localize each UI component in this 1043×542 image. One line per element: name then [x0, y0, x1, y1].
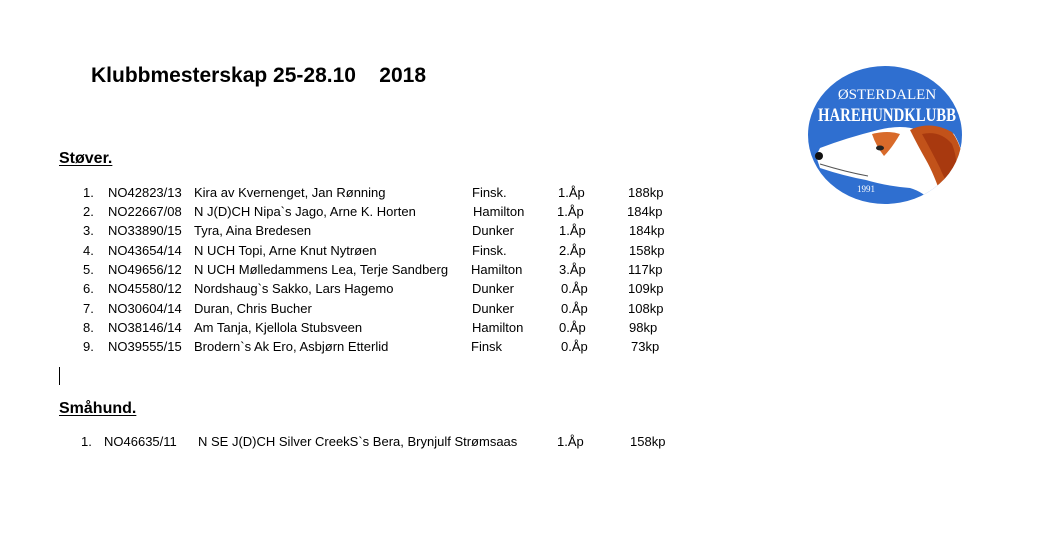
item-registration: NO38146/14 — [108, 320, 182, 335]
item-breed: Finsk — [471, 339, 503, 354]
item-breed: Finsk. — [472, 243, 507, 258]
item-dog-owner: Am Tanja, Kjellola Stubsveen — [194, 320, 363, 335]
item-award: 1.Åp — [557, 204, 584, 219]
item-award: 2.Åp — [559, 243, 586, 258]
text-cursor — [59, 367, 60, 385]
item-points: 184kp — [629, 223, 665, 238]
item-award: 1.Åp — [557, 434, 584, 449]
item-dog-owner: Brodern`s Ak Ero, Asbjørn Etterlid — [194, 339, 389, 354]
item-points: 184kp — [627, 204, 663, 219]
item-dog-owner: N UCH Topi, Arne Knut Nytrøen — [194, 243, 377, 258]
item-award: 0.Åp — [561, 281, 588, 296]
item-number: 6. — [83, 281, 94, 296]
club-logo — [806, 64, 966, 207]
item-dog-owner: N J(D)CH Nipa`s Jago, Arne K. Horten — [194, 204, 416, 219]
item-breed: Hamilton — [472, 320, 524, 335]
item-award: 3.Åp — [559, 262, 586, 277]
item-registration: NO39555/15 — [108, 339, 182, 354]
list-item — [0, 243, 760, 262]
item-number: 7. — [83, 301, 94, 316]
item-dog-owner: Duran, Chris Bucher — [194, 301, 312, 316]
item-number: 2. — [83, 204, 94, 219]
item-number: 5. — [83, 262, 94, 277]
item-dog-owner: Kira av Kvernenget, Jan Rønning — [194, 185, 386, 200]
item-breed: Dunker — [472, 223, 514, 238]
item-breed: Dunker — [472, 281, 514, 296]
item-breed: Hamilton — [471, 262, 523, 277]
item-registration: NO49656/12 — [108, 262, 182, 277]
item-breed: Hamilton — [473, 204, 525, 219]
item-number: 1. — [81, 434, 92, 449]
harehund-logo-image — [806, 64, 966, 207]
section-heading-smahund: Småhund. — [59, 400, 137, 417]
list-item — [0, 281, 760, 300]
item-award: 0.Åp — [559, 320, 586, 335]
list-item — [0, 301, 760, 320]
item-award: 0.Åp — [561, 301, 588, 316]
item-points: 158kp — [630, 434, 666, 449]
list-item — [0, 185, 760, 204]
item-points: 109kp — [628, 281, 664, 296]
item-award: 1.Åp — [558, 185, 585, 200]
item-number: 4. — [83, 243, 94, 258]
list-item — [0, 223, 760, 242]
item-number: 3. — [83, 223, 94, 238]
item-registration: NO30604/14 — [108, 301, 182, 316]
item-dog-owner: N SE J(D)CH Silver CreekS`s Bera, Brynjulf Strømsaas — [198, 434, 518, 449]
list-item — [0, 320, 760, 339]
list-item — [0, 434, 760, 453]
item-number: 9. — [83, 339, 94, 354]
item-registration: NO33890/15 — [108, 223, 182, 238]
list-item — [0, 204, 760, 223]
logo-year-text: 1991 — [857, 184, 875, 194]
item-points: 158kp — [629, 243, 665, 258]
item-award: 0.Åp — [561, 339, 588, 354]
item-registration: NO42823/13 — [108, 185, 182, 200]
item-award: 1.Åp — [559, 223, 586, 238]
item-breed: Finsk. — [472, 185, 507, 200]
item-registration: NO43654/14 — [108, 243, 182, 258]
item-number: 8. — [83, 320, 94, 335]
item-points: 98kp — [629, 320, 658, 335]
section-heading-stover: Støver. — [59, 150, 113, 167]
item-number: 1. — [83, 185, 94, 200]
list-item — [0, 262, 760, 281]
logo-top-text: ØSTERDALEN — [837, 87, 937, 103]
item-registration: NO22667/08 — [108, 204, 182, 219]
document-title: Klubbmesterskap 25-28.10 2018 — [91, 64, 427, 87]
item-points: 117kp — [628, 262, 663, 277]
item-points: 73kp — [631, 339, 660, 354]
item-dog-owner: Tyra, Aina Bredesen — [194, 223, 312, 238]
item-points: 108kp — [628, 301, 664, 316]
logo-main-text: HAREHUNDKLUBB — [818, 105, 957, 126]
item-dog-owner: Nordshaug`s Sakko, Lars Hagemo — [194, 281, 394, 296]
item-registration: NO45580/12 — [108, 281, 182, 296]
item-points: 188kp — [628, 185, 664, 200]
item-breed: Dunker — [472, 301, 514, 316]
list-item — [0, 339, 760, 358]
item-registration: NO46635/11 — [104, 434, 177, 449]
item-dog-owner: N UCH Mølledammens Lea, Terje Sandberg — [194, 262, 449, 277]
